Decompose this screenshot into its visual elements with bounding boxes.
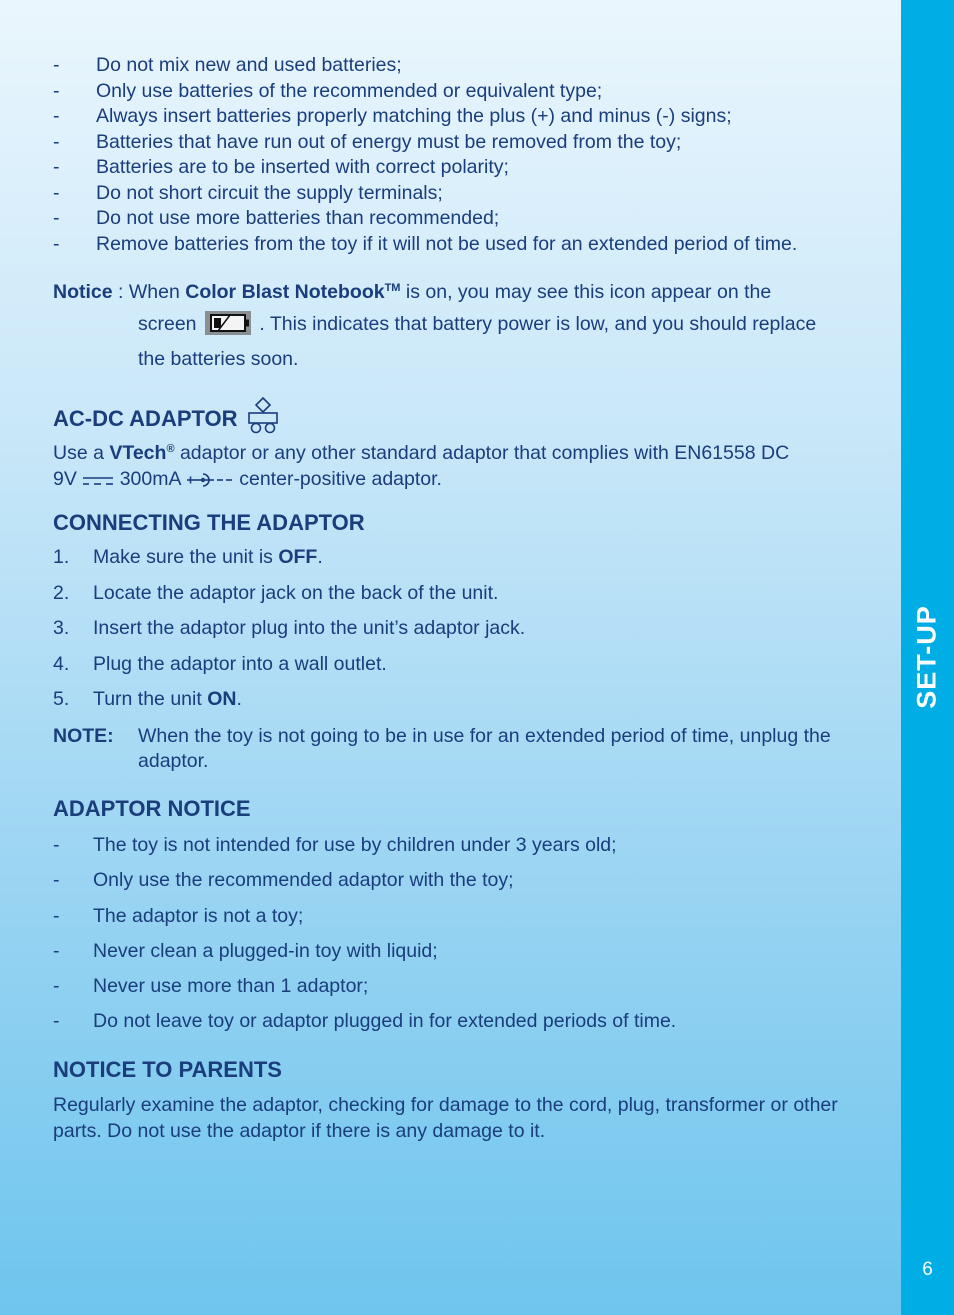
- center-positive-polarity-icon: [186, 472, 234, 488]
- list-item: - Do not short circuit the supply terminals;: [53, 181, 443, 204]
- list-item: 1. Make sure the unit is OFF.: [53, 546, 323, 568]
- parents-heading: NOTICE TO PARENTS: [53, 1057, 282, 1082]
- list-item: 2. Locate the adaptor jack on the back of the unit.: [53, 581, 499, 604]
- parents-text: Regularly examine the adaptor, checking for damage to the cord, plug, transformer or other parts. Do not use the adaptor if there is any damage to it.: [53, 1094, 838, 1142]
- dc-symbol-icon: [82, 474, 114, 488]
- low-battery-icon: [205, 311, 251, 335]
- list-item: - The toy is not intended for use by children under 3 years old;: [53, 834, 617, 856]
- battery-notice: Notice : When Color Blast Notebook™ is on, you may see this icon appear on the: [53, 281, 772, 303]
- product-name: Color Blast Notebook: [185, 281, 385, 303]
- list-item: - Do not use more batteries than recommended;: [53, 207, 500, 229]
- adaptor-note: NOTE: When the toy is not going to be in use for an extended period of time, unplug the adaptor.: [53, 725, 831, 772]
- list-item: 3. Insert the adaptor plug into the unit’s adaptor jack.: [53, 617, 526, 639]
- section-label: SET-UP: [911, 605, 942, 709]
- list-item: - Only use the recommended adaptor with the toy;: [53, 869, 514, 892]
- brand-name: VTech: [109, 442, 167, 464]
- section-sidebar: [901, 0, 954, 1315]
- acdc-heading: AC-DC ADAPTOR: [53, 396, 280, 434]
- page-number: 6: [922, 1259, 933, 1280]
- adaptor-notice-list: [53, 833, 676, 1045]
- list-item: - Only use batteries of the recommended or equivalent type;: [53, 79, 603, 102]
- list-item: 5. Turn the unit ON.: [53, 688, 242, 710]
- list-item: - Do not mix new and used batteries;: [53, 54, 402, 76]
- notice-label: Notice: [53, 281, 113, 303]
- battery-notice-line: the batteries soon.: [138, 348, 299, 370]
- list-item: - Never clean a plugged-in toy with liquid;: [53, 939, 438, 962]
- list-item: - Batteries that have run out of energy must be removed from the toy;: [53, 130, 682, 153]
- list-item: - Never use more than 1 adaptor;: [53, 975, 369, 998]
- connecting-steps: [53, 545, 525, 723]
- list-item: - The adaptor is not a toy;: [53, 904, 304, 927]
- battery-notice-line: screen . This indicates that battery power is low, and you should replace: [138, 313, 817, 335]
- battery-safety-list: [53, 53, 797, 257]
- acdc-description: Use a VTech® adaptor or any other standard adaptor that complies with EN61558 DC 9V 300mA center-positive adaptor.: [53, 442, 790, 490]
- adaptor-notice-heading: ADAPTOR NOTICE: [53, 796, 251, 821]
- list-item: - Do not leave toy or adaptor plugged in for extended periods of time.: [53, 1010, 677, 1033]
- connecting-heading: CONNECTING THE ADAPTOR: [53, 510, 365, 535]
- list-item: 4. Plug the adaptor into a wall outlet.: [53, 652, 387, 675]
- adaptor-transformer-icon: [246, 396, 280, 434]
- list-item: - Batteries are to be inserted with correct polarity;: [53, 156, 509, 178]
- note-label: NOTE:: [53, 725, 114, 747]
- list-item: - Always insert batteries properly matching the plus (+) and minus (-) signs;: [53, 105, 732, 127]
- list-item: - Remove batteries from the toy if it will not be used for an extended period of time.: [53, 232, 798, 255]
